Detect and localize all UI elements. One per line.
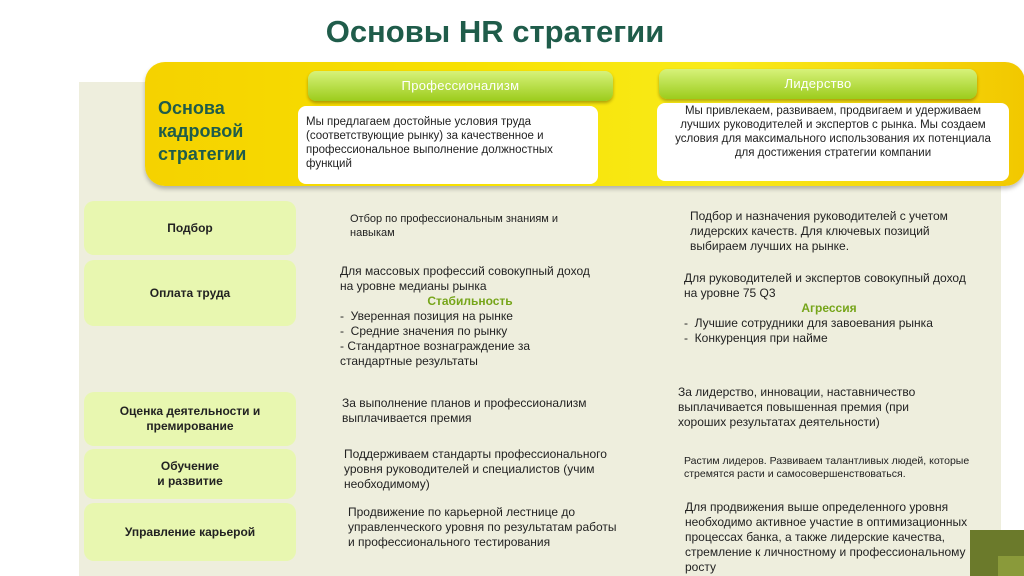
row-label-training: Обучение и развитие: [84, 449, 296, 499]
row-compensation-leadership: Для руководителей и экспертов совокупный доход на уровне 75 Q3 Агрессия - Лучшие сотрудники для завоевания рынка - Конкуренция при найме: [684, 271, 974, 346]
row-compensation-professionalism: Для массовых профессий совокупный доход на уровне медианы рынка Стабильность - Уверенная позиция на рынке - Средние значения по рынку - Стандартное вознаграждение за стандартные результаты: [340, 264, 600, 369]
row-training-leadership: Растим лидеров. Развиваем талантливых людей, которые стремятся расти и самосовершенствоваться.: [684, 455, 970, 480]
list-item: - Лучшие сотрудники для завоевания рынка: [684, 316, 933, 330]
list-item: - Уверенная позиция на рынке: [340, 309, 513, 323]
row-label-compensation: Оплата труда: [84, 260, 296, 326]
row-training-professionalism: Поддерживаем стандарты профессионального уровня руководителей и специалистов (учим необходимому): [344, 447, 607, 491]
row-label-career: Управление карьерой: [84, 503, 296, 561]
row-selection-professionalism: Отбор по профессиональным знаниям и навыкам: [350, 213, 559, 239]
row-career-leadership: Для продвижения выше определенного уровня необходимо активное участие в оптимизационных процессах банка, а также лидерские качества, стремление к личностному и профессиональному росту: [685, 500, 968, 574]
row-evaluation-leadership: За лидерство, инновации, наставничество выплачивается повышенная премия (при хороших результатах деятельности): [678, 385, 916, 429]
pillar-professionalism-label: Профессионализм: [308, 71, 613, 101]
decor-corner-accent: [998, 556, 1024, 576]
accent-aggression: Агрессия: [801, 301, 857, 315]
pillar-professionalism-text: Мы предлагаем достойные условия труда (соответствующие рынку) за качественное и профессиональное выполнение должностных функций: [298, 106, 598, 184]
row-selection-leadership: Подбор и назначения руководителей с учетом лидерских качеств. Для ключевых позиций выбираем лучших на рынке.: [690, 209, 948, 253]
list-item: - Средние значения по рынку: [340, 324, 508, 338]
accent-stability: Стабильность: [427, 294, 513, 308]
banner-label: Основа кадровой стратегии: [158, 98, 247, 164]
row-evaluation-professionalism: За выполнение планов и профессионализм выплачивается премия: [342, 396, 587, 425]
row-label-evaluation: Оценка деятельности и премирование: [84, 392, 296, 446]
pillar-leadership-text: Мы привлекаем, развиваем, продвигаем и удерживаем лучших руководителей и экспертов с рынка. Мы создаем условия для максимального использования их потенциала для достижения стратегии компании: [657, 103, 1009, 181]
list-item: - Стандартное вознаграждение за стандартные результаты: [340, 339, 531, 368]
pillar-leadership-label: Лидерство: [659, 69, 977, 99]
list-item: - Конкуренция при найме: [684, 331, 828, 345]
row-career-professionalism: Продвижение по карьерной лестнице до управленческого уровня по результатам работы и профессионального тестирования: [348, 505, 617, 549]
page-title: Основы HR стратегии: [325, 14, 665, 49]
row-label-selection: Подбор: [84, 201, 296, 255]
